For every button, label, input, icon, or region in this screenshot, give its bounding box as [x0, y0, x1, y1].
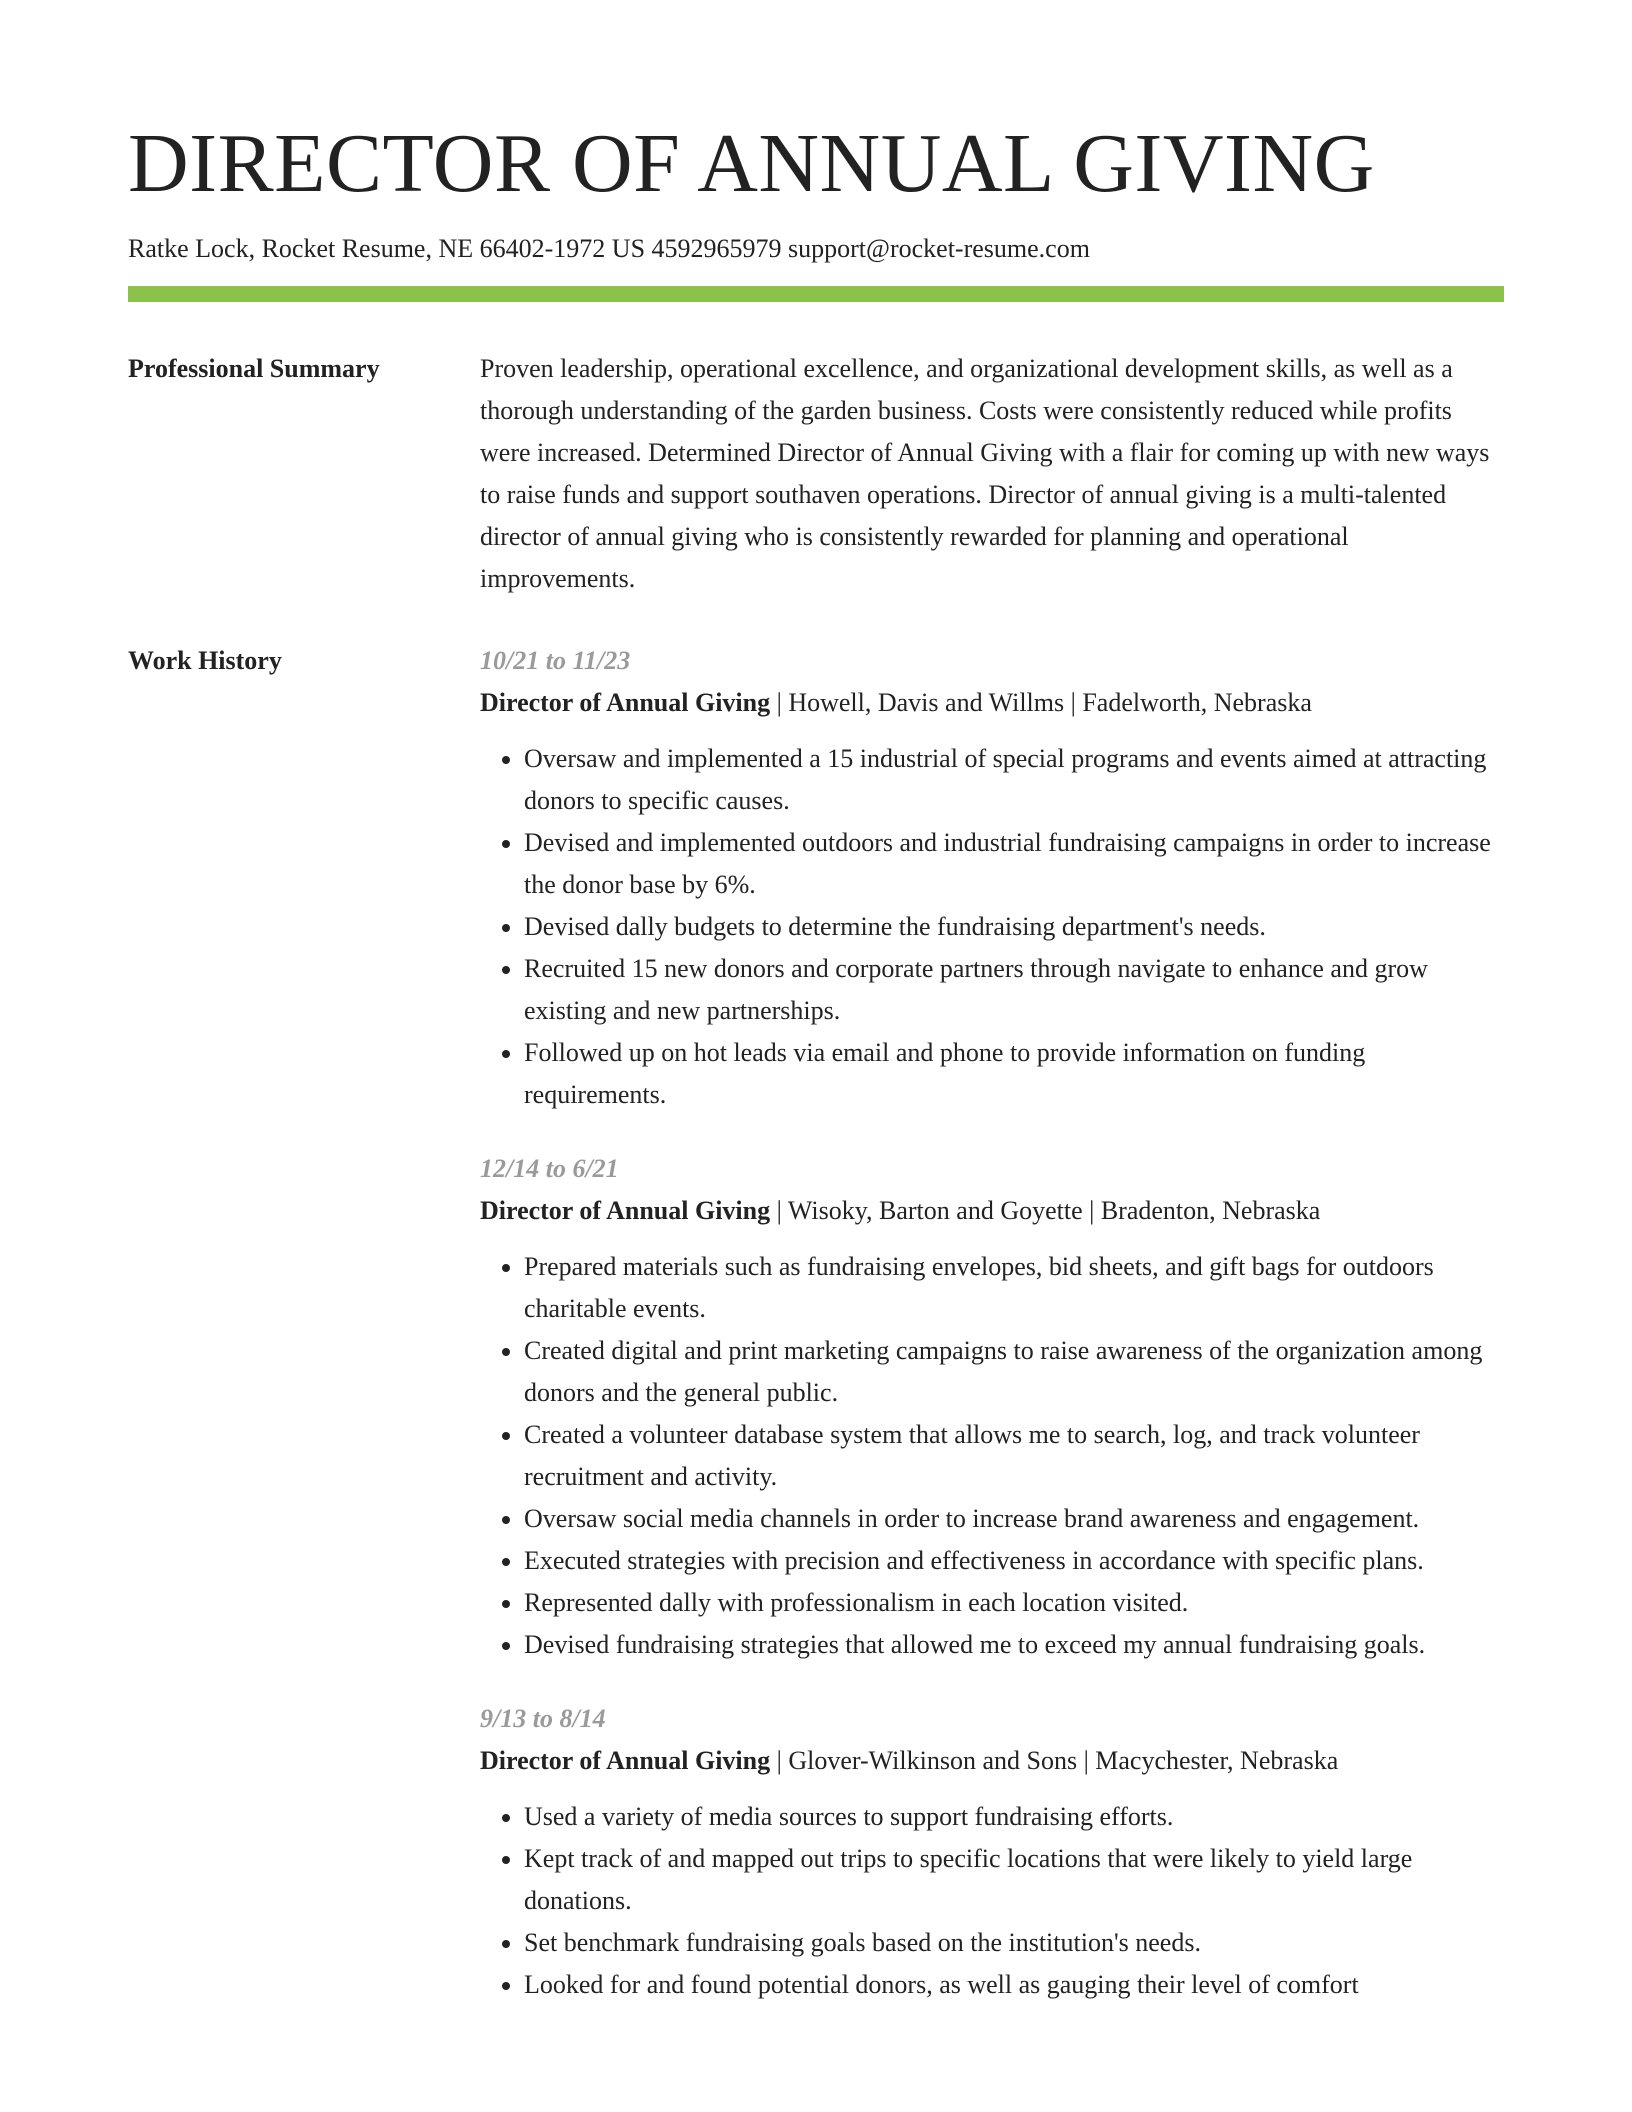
work-history-section — [128, 640, 1504, 2038]
job-entry — [480, 1148, 1504, 1666]
job-bullet: • Devised dally budgets to determine the fundraising department's needs. — [524, 906, 1504, 948]
job-bullet: • Devised fundraising strategies that allowed me to exceed my annual fundraising goals. — [524, 1624, 1504, 1666]
job-bullet-list — [480, 1796, 1504, 2006]
job-bullet-list — [480, 738, 1504, 1116]
summary-heading: Professional Summary — [128, 354, 380, 384]
job-bullet: • Represented dally with professionalism in each location visited. — [524, 1582, 1504, 1624]
contact-line: Ratke Lock, Rocket Resume, NE 66402-1972 US 4592965979 support@rocket-resume.com — [128, 234, 1090, 264]
resume-title: DIRECTOR OF ANNUAL GIVING — [128, 117, 1375, 210]
summary-text: Proven leadership, operational excellence, and organizational development skills, as well as a thorough understanding of the garden business. Costs were consistently reduced while profits were increased. Determined Director of Annual Giving with a flair for coming up with new ways to raise funds and support southaven operations. Director of annual giving is a multi-talented director of annual giving who is consistently rewarded for planning and operational improvements. — [480, 354, 1490, 594]
resume-page — [128, 118, 1504, 2038]
job-dates: 10/21 to 11/23 — [480, 646, 631, 676]
accent-divider — [128, 286, 1504, 302]
job-employer-location: | Howell, Davis and Willms | Fadelworth, Nebraska — [770, 688, 1312, 718]
job-bullet: • Devised and implemented outdoors and industrial fundraising campaigns in order to increase the donor base by 6%. — [524, 822, 1504, 906]
job-bullet: • Oversaw and implemented a 15 industrial of special programs and events aimed at attracting donors to specific causes. — [524, 738, 1504, 822]
job-dates: 12/14 to 6/21 — [480, 1154, 619, 1184]
summary-section — [128, 348, 1504, 600]
job-bullet: • Set benchmark fundraising goals based on the institution's needs. — [524, 1922, 1504, 1964]
job-bullet: • Executed strategies with precision and effectiveness in accordance with specific plans. — [524, 1540, 1504, 1582]
job-bullet: • Followed up on hot leads via email and phone to provide information on funding requirements. — [524, 1032, 1504, 1116]
job-bullet: • Created digital and print marketing campaigns to raise awareness of the organization among donors and the general public. — [524, 1330, 1504, 1414]
job-title-line — [480, 1740, 1504, 1782]
job-employer-location: | Wisoky, Barton and Goyette | Bradenton, Nebraska — [770, 1196, 1321, 1226]
job-employer-location: | Glover-Wilkinson and Sons | Macychester, Nebraska — [770, 1746, 1339, 1776]
job-bullet: • Looked for and found potential donors, as well as gauging their level of comfort — [524, 1964, 1504, 2006]
job-bullet-list — [480, 1246, 1504, 1666]
job-entry — [480, 640, 1504, 1116]
job-bullet: • Kept track of and mapped out trips to specific locations that were likely to yield large donations. — [524, 1838, 1504, 1922]
job-bullet: • Recruited 15 new donors and corporate partners through navigate to enhance and grow existing and new partnerships. — [524, 948, 1504, 1032]
job-bullet: • Created a volunteer database system that allows me to search, log, and track volunteer recruitment and activity. — [524, 1414, 1504, 1498]
job-role: Director of Annual Giving — [480, 1746, 771, 1776]
job-entry — [480, 1698, 1504, 2006]
work-history-body — [480, 640, 1504, 2038]
summary-body — [480, 348, 1504, 600]
job-role: Director of Annual Giving — [480, 1196, 771, 1226]
job-bullet: • Used a variety of media sources to support fundraising efforts. — [524, 1796, 1504, 1838]
job-role: Director of Annual Giving — [480, 688, 771, 718]
job-title-line — [480, 1190, 1504, 1232]
job-bullet: • Prepared materials such as fundraising envelopes, bid sheets, and gift bags for outdoors charitable events. — [524, 1246, 1504, 1330]
work-history-heading: Work History — [128, 646, 282, 676]
job-dates: 9/13 to 8/14 — [480, 1704, 606, 1734]
job-bullet: • Oversaw social media channels in order to increase brand awareness and engagement. — [524, 1498, 1504, 1540]
job-title-line — [480, 682, 1504, 724]
